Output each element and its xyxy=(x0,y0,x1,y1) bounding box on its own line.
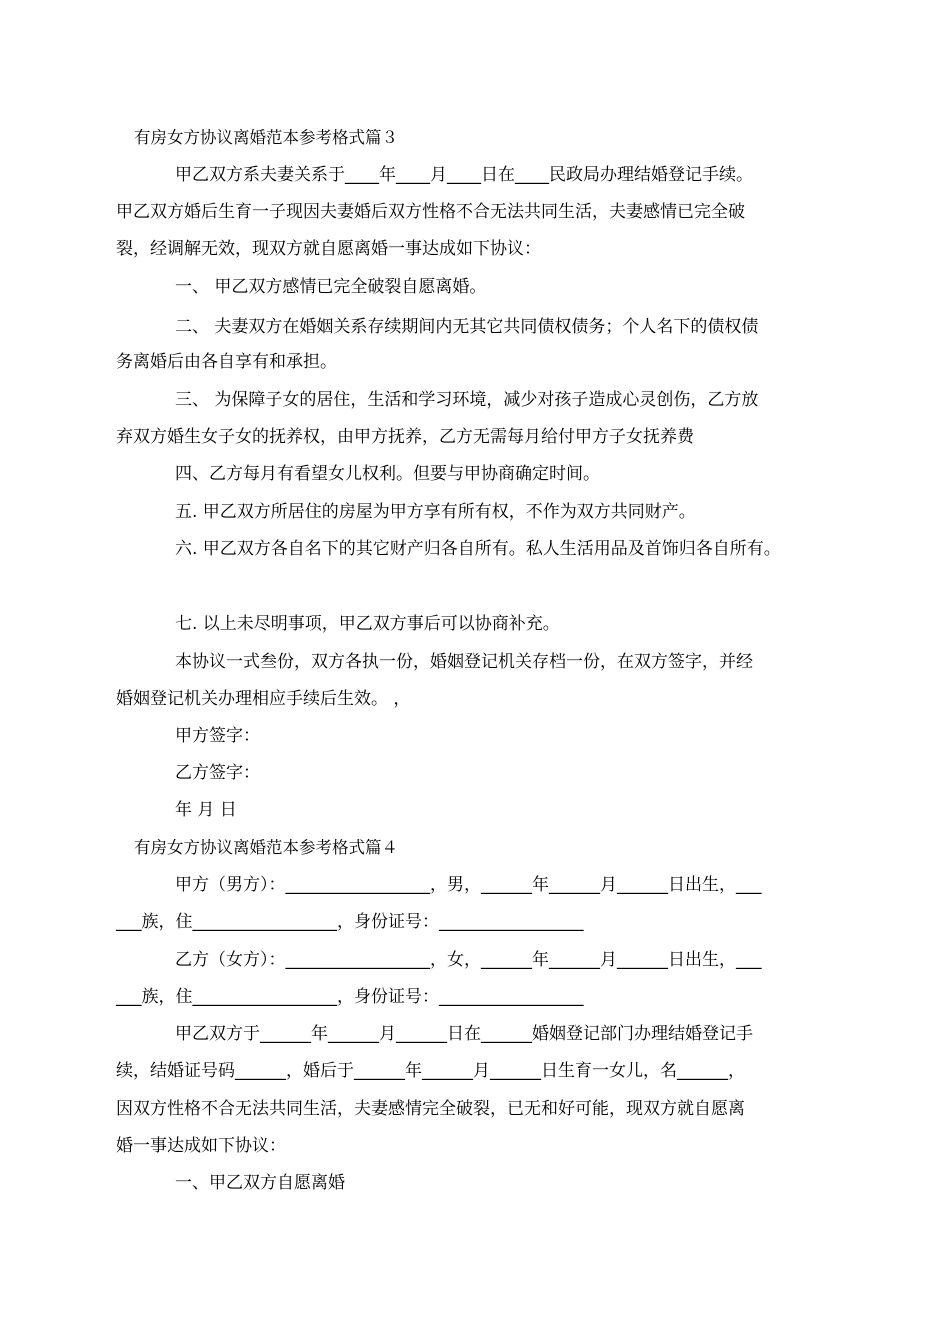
paragraph-line: 裂，经调解无效，现双方就自愿离婚一事达成如下协议： xyxy=(116,239,541,259)
party-a-info-cont: ___族，住_________________，身份证号：_________________ xyxy=(116,912,584,932)
paragraph-line: 甲乙双方系夫妻关系于____年____月____日在____民政局办理结婚登记手续。 xyxy=(175,165,753,185)
paragraph-line: 婚姻登记机关办理相应手续后生效。 ， xyxy=(116,689,411,709)
paragraph-line: 婚一事达成如下协议： xyxy=(116,1136,286,1156)
clause-5: 五. 甲乙双方所居住的房屋为甲方享有所有权，不作为双方共同财产。 xyxy=(175,502,696,522)
clause-3: 三、 为保障子女的居住，生活和学习环境，减少对孩子造成心灵创伤，乙方放 xyxy=(175,390,759,410)
section-4-title: 有房女方协议离婚范本参考格式篇４ xyxy=(134,838,398,857)
paragraph-line: 续，结婚证号码______，婚后于______年______月______日生育一女儿，名______， xyxy=(116,1061,745,1081)
party-b-info-cont: ___族，住_________________，身份证号：_________________ xyxy=(116,987,584,1007)
clause-3-cont: 弃双方婚生女子女的抚养权，由甲方抚养，乙方无需每月给付甲方子女抚养费 xyxy=(116,427,694,447)
party-b-info: 乙方（女方）：_________________，女，______年______月______日出生，___ xyxy=(175,950,762,970)
party-a-signature-label: 甲方签字： xyxy=(175,726,260,746)
clause-1: 一、 甲乙双方感情已完全破裂自愿离婚。 xyxy=(175,277,487,297)
party-a-info: 甲方（男方）：_________________，男，______年______月______日出生，___ xyxy=(175,875,762,895)
paragraph-line: 甲乙双方婚后生育一子现因夫妻婚后双方性格不合无法共同生活，夫妻感情已完全破 xyxy=(116,202,745,222)
paragraph-line: 甲乙双方于______年______月______日在______婚姻登记部门办理结婚登记手 xyxy=(175,1024,753,1044)
clause-4: 四、乙方每月有看望女儿权利。但要与甲协商确定时间。 xyxy=(175,464,600,484)
date-label: 年 月 日 xyxy=(175,800,237,820)
clause-1: 一、甲乙双方自愿离婚 xyxy=(175,1173,345,1193)
clause-2: 二、 夫妻双方在婚姻关系存续期间内无其它共同债权债务；个人名下的债权债 xyxy=(175,317,759,337)
party-b-signature-label: 乙方签字： xyxy=(175,763,260,783)
section-3-title: 有房女方协议离婚范本参考格式篇３ xyxy=(134,128,398,147)
clause-6: 六. 甲乙双方各自名下的其它财产归各自所有。私人生活用品及首饰归各自所有。 xyxy=(175,539,781,559)
clause-7: 七. 以上未尽明事项，甲乙双方事后可以协商补充。 xyxy=(175,614,560,634)
paragraph-line: 因双方性格不合无法共同生活，夫妻感情完全破裂，已无和好可能，现双方就自愿离 xyxy=(116,1099,745,1119)
paragraph-line: 本协议一式叁份，双方各执一份，婚姻登记机关存档一份，在双方签字，并经 xyxy=(175,652,753,672)
clause-2-cont: 务离婚后由各自享有和承担。 xyxy=(116,352,337,372)
